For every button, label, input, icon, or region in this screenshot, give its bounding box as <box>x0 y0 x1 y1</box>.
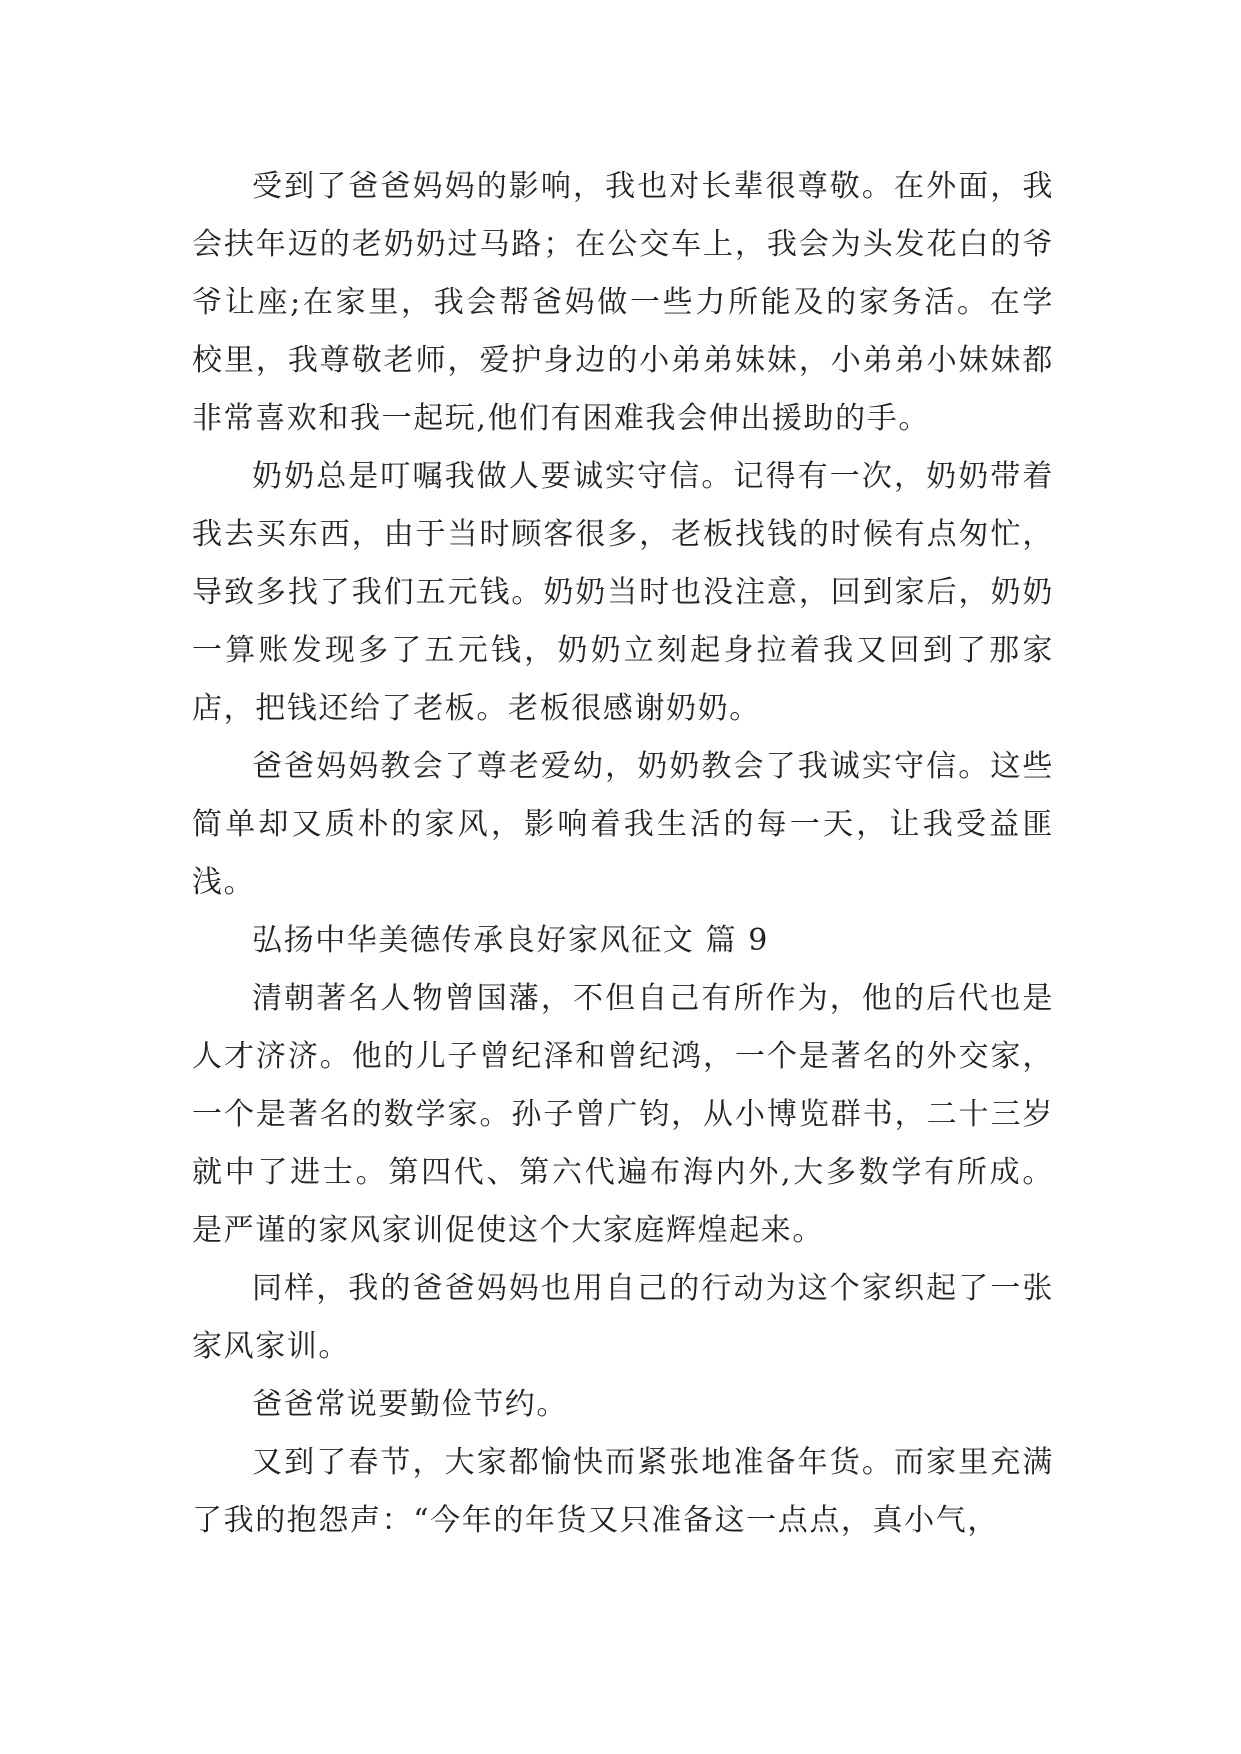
paragraph-zeng-guofan: 清朝著名人物曾国藩，不但自己有所作为，他的后代也是人才济济。他的儿子曾纪泽和曾纪鸿，一个是著名的外交家，一个是著名的数学家。孙子曾广钧，从小博览群书，二十三岁就中了进士。第四代、第六代遍布海内外,大多数学有所成。是严谨的家风家训促使这个大家庭辉煌起来。 <box>192 981 1054 1248</box>
paragraph-grandma-honesty: 奶奶总是叮嘱我做人要诚实守信。记得有一次，奶奶带着我去买东西，由于当时顾客很多，老板找钱的时候有点匆忙，导致多找了我们五元钱。奶奶当时也没注意，回到家后，奶奶一算账发现多了五元钱，奶奶立刻起身拉着我又回到了那家店，把钱还给了老板。老板很感谢奶奶。 <box>192 459 1054 726</box>
document-body <box>192 158 1054 1550</box>
paragraph-summary: 爸爸妈妈教会了尊老爱幼，奶奶教会了我诚实守信。这些简单却又质朴的家风，影响着我生活的每一天，让我受益匪浅。 <box>192 749 1054 900</box>
paragraph-respect-elders: 受到了爸爸妈妈的影响，我也对长辈很尊敬。在外面，我会扶年迈的老奶奶过马路；在公交车上，我会为头发花白的爷爷让座;在家里，我会帮爸妈做一些力所能及的家务活。在学校里，我尊敬老师，爱护身边的小弟弟妹妹，小弟弟小妹妹都非常喜欢和我一起玩,他们有困难我会伸出援助的手。 <box>192 169 1054 436</box>
paragraph-spring-festival: 又到了春节，大家都愉快而紧张地准备年货。而家里充满了我的抱怨声：“今年的年货又只准备这一点点，真小气， <box>192 1445 1054 1538</box>
section-heading: 弘扬中华美德传承良好家风征文 篇 9 <box>252 923 769 958</box>
paragraph-parents-example: 同样，我的爸爸妈妈也用自己的行动为这个家织起了一张家风家训。 <box>192 1271 1054 1364</box>
paragraph-thrift: 爸爸常说要勤俭节约。 <box>252 1387 568 1422</box>
